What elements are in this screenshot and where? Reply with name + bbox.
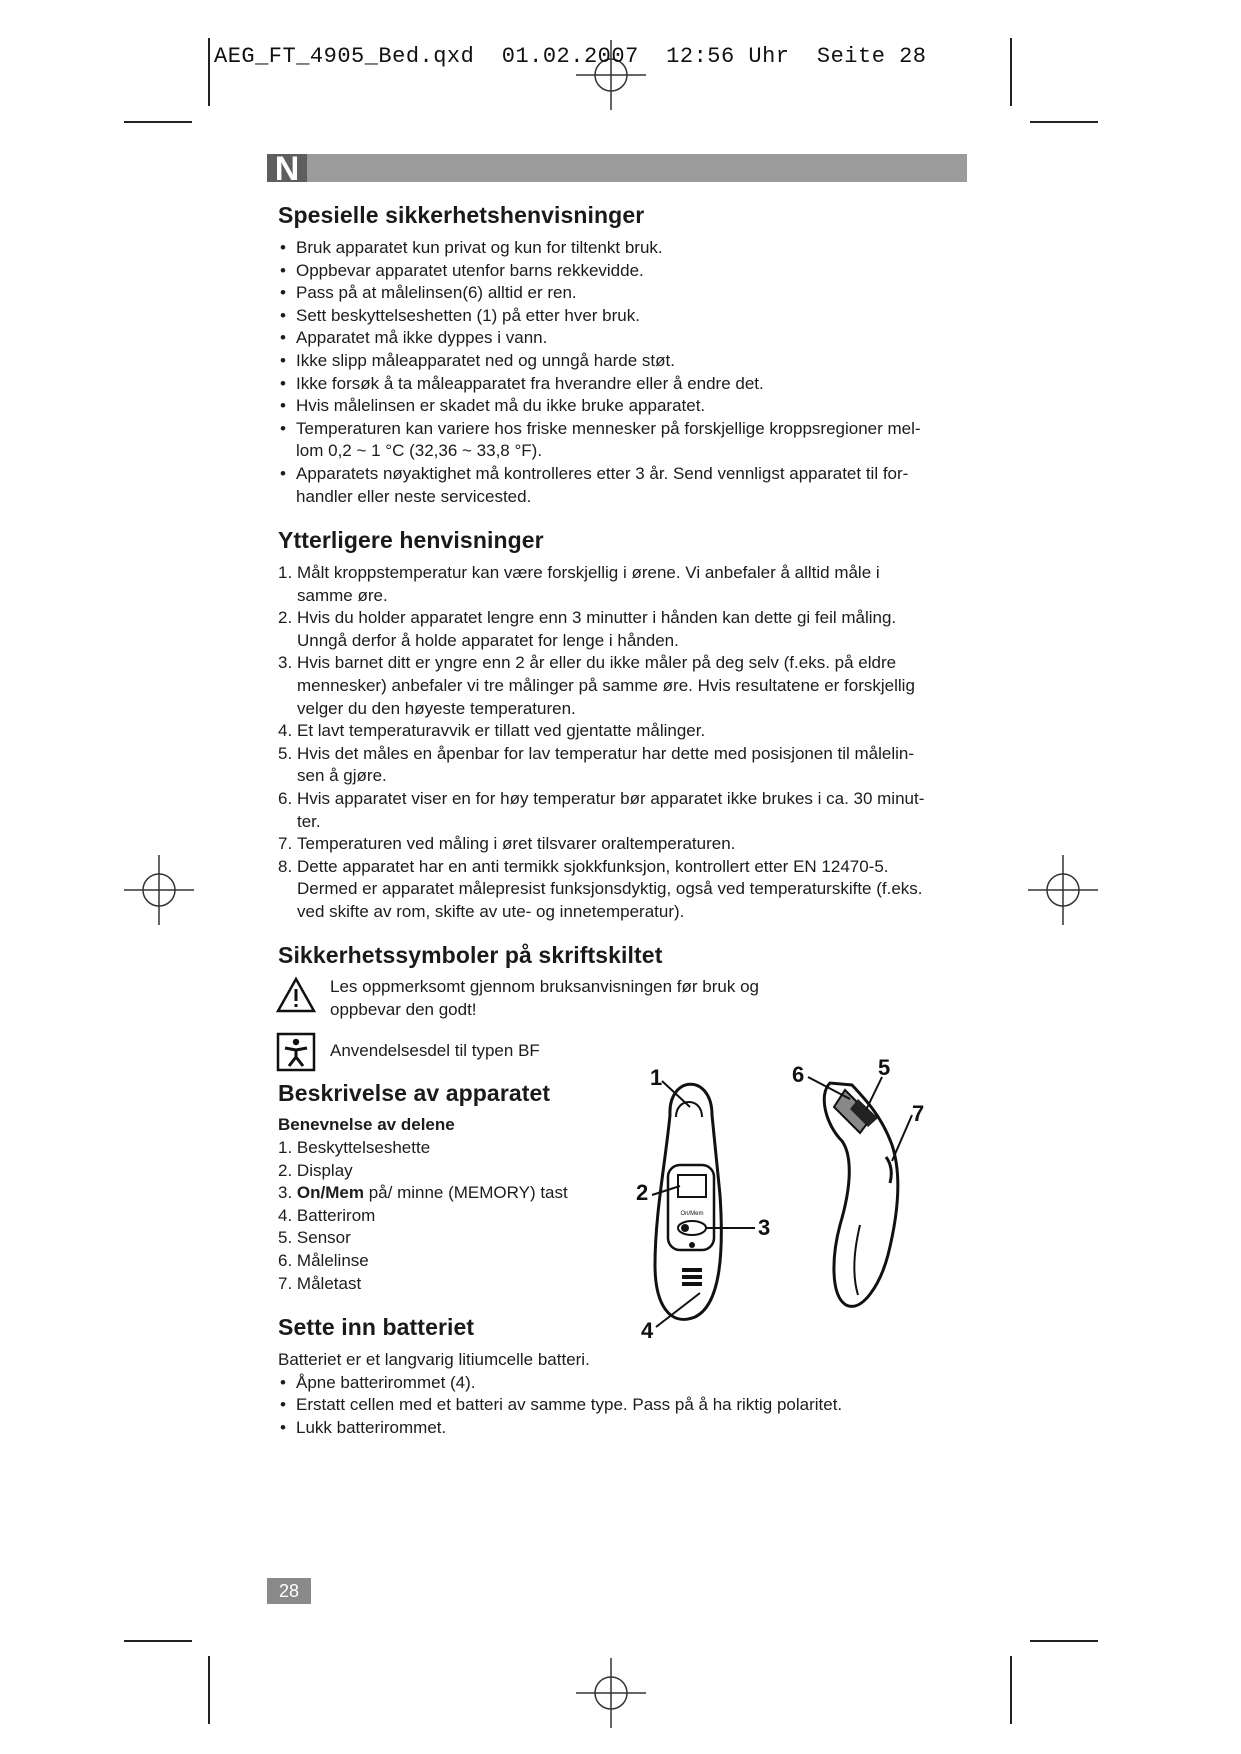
further-item xyxy=(278,788,968,833)
registration-mark-left xyxy=(124,855,194,925)
part-label: Måletast xyxy=(296,1273,362,1293)
part-number: 4. xyxy=(278,1205,293,1225)
item-text: Hvis det måles en åpenbar for lav temperatur har dette med posisjonen til målelin- sen å gjøre. xyxy=(297,743,915,786)
safety-section xyxy=(278,202,968,508)
figure-label-6: 6 xyxy=(792,1062,805,1087)
further-title: Ytterligere henvisninger xyxy=(278,527,544,553)
item-text: Målt kroppstemperatur kan være forskjellig i ørene. Vi anbefaler å alltid måle i samme øre. xyxy=(297,563,880,605)
part-number: 6. xyxy=(278,1250,293,1270)
figure-label-3: 3 xyxy=(758,1215,771,1240)
battery-title: Sette inn batteriet xyxy=(278,1314,475,1340)
battery-step: • Åpne batterirommet (4). xyxy=(278,1372,968,1395)
item-number: 3. xyxy=(278,653,293,673)
figure-label-2: 2 xyxy=(636,1180,649,1205)
crop-mark xyxy=(1030,1640,1098,1642)
part-item xyxy=(278,1250,638,1273)
language-tab: N xyxy=(267,154,307,182)
safety-item: • Bruk apparatet kun privat og kun for tiltenkt bruk. xyxy=(278,237,968,260)
further-item xyxy=(278,856,968,924)
parts-subtitle: Benevnelse av delene xyxy=(278,1115,455,1134)
part-label: Sensor xyxy=(296,1228,351,1248)
description-section xyxy=(278,1080,638,1295)
item-number: 5. xyxy=(278,743,293,763)
battery-list xyxy=(278,1372,968,1440)
item-number: 8. xyxy=(278,856,293,876)
warning-triangle-icon xyxy=(276,976,316,1019)
figure-label-7: 7 xyxy=(912,1101,925,1126)
further-item xyxy=(278,562,968,607)
item-text: Hvis apparatet viser en for høy temperatur bør apparatet ikke brukes i ca. 30 minut- ter. xyxy=(297,788,925,831)
part-number: 2. xyxy=(278,1160,293,1180)
item-number: 7. xyxy=(278,834,293,854)
crop-mark xyxy=(1030,121,1098,123)
part-label: Batterirom xyxy=(296,1205,376,1225)
item-text: Dette apparatet har en anti termikk sjokkfunksjon, kontrollert etter EN 12470-5. Dermed er apparatet målepresist funksjonsdyktig, også ved temperaturskifte (f.eks. ved skifte av rom, skifte av ute- og innetemperatur). xyxy=(297,856,923,921)
battery-intro: Batteriet er et langvarig litiumcelle batteri. xyxy=(278,1350,590,1369)
safety-item: • Hvis målelinsen er skadet må du ikke bruke apparatet. xyxy=(278,395,968,418)
further-item xyxy=(278,743,968,788)
description-title: Beskrivelse av apparatet xyxy=(278,1080,551,1106)
item-number: 2. xyxy=(278,608,293,628)
item-text: Temperaturen ved måling i øret tilsvarer oraltemperaturen. xyxy=(297,834,736,854)
part-label: Display xyxy=(296,1160,353,1180)
part-item xyxy=(278,1182,638,1205)
on-mem-button-label: On/Mem xyxy=(680,1211,704,1217)
further-item xyxy=(278,607,968,652)
figure-label-1: 1 xyxy=(650,1065,663,1090)
safety-item: • Ikke slipp måleapparatet ned og unngå harde støt. xyxy=(278,350,968,373)
part-item xyxy=(278,1205,638,1228)
part-number: 5. xyxy=(278,1228,293,1248)
page-number: 28 xyxy=(267,1578,311,1604)
safety-item: • Pass på at målelinsen(6) alltid er ren. xyxy=(278,282,968,305)
safety-item: • Apparatets nøyaktighet må kontrolleres etter 3 år. Send vennligst apparatet til for- handler eller neste servicested. xyxy=(278,463,968,508)
registration-mark-right xyxy=(1028,855,1098,925)
safety-list xyxy=(278,237,968,508)
device-illustration xyxy=(636,1055,940,1355)
figure-label-5: 5 xyxy=(878,1055,891,1080)
part-item xyxy=(278,1227,638,1250)
language-bar xyxy=(267,154,967,182)
part-item xyxy=(278,1160,638,1183)
warning-text: Les oppmerksomt gjennom bruksanvisningen før bruk og oppbevar den godt! xyxy=(330,977,759,1019)
part-number: 1. xyxy=(278,1138,293,1157)
part-number: 7. xyxy=(278,1273,293,1293)
part-number: 3. xyxy=(278,1183,293,1203)
part-label: på/ minne (MEMORY) tast xyxy=(363,1183,568,1203)
part-item xyxy=(278,1273,638,1296)
item-number: 6. xyxy=(278,788,293,808)
crop-mark xyxy=(208,1656,210,1724)
safety-item: • Apparatet må ikke dyppes i vann. xyxy=(278,327,968,350)
item-text: Hvis du holder apparatet lengre enn 3 minutter i hånden kan dette gi feil måling. Unngå derfor å holde apparatet for lenge i hånden. xyxy=(297,608,897,650)
file-slug: AEG_FT_4905_Bed.qxd 01.02.2007 12:56 Uhr Seite 28 xyxy=(214,44,927,69)
further-list xyxy=(278,562,968,924)
safety-title: Spesielle sikkerhetshenvisninger xyxy=(278,202,645,228)
part-key-label: On/Mem xyxy=(296,1183,364,1203)
symbols-title: Sikkerhetssymboler på skriftskiltet xyxy=(278,942,663,968)
further-item xyxy=(278,720,968,743)
warning-symbol-row xyxy=(276,976,800,1021)
crop-mark xyxy=(1010,38,1012,106)
registration-mark-bottom xyxy=(576,1658,646,1728)
part-label: Beskyttelseshette xyxy=(296,1138,431,1157)
bf-body-icon xyxy=(276,1032,316,1077)
crop-mark xyxy=(208,38,210,106)
part-label: Målelinse xyxy=(296,1250,369,1270)
parts-list xyxy=(278,1137,638,1295)
battery-step: • Erstatt cellen med et batteri av samme type. Pass på å ha riktig polaritet. xyxy=(278,1394,968,1417)
further-item xyxy=(278,833,968,856)
part-item xyxy=(278,1137,638,1160)
further-item xyxy=(278,652,968,720)
crop-mark xyxy=(1010,1656,1012,1724)
item-number: 1. xyxy=(278,563,293,582)
crop-mark xyxy=(124,121,192,123)
figure-label-4: 4 xyxy=(641,1318,654,1343)
item-text: Et lavt temperaturavvik er tillatt ved gjentatte målinger. xyxy=(297,721,706,741)
item-text: Hvis barnet ditt er yngre enn 2 år eller du ikke måler på deg selv (f.eks. på eldre mennesker) anbefaler vi tre målinger på samme øre. Hvis resultatene er forskjellig velger du den høyeste temperaturen. xyxy=(297,653,915,718)
safety-item: • Ikke forsøk å ta måleapparatet fra hverandre eller å endre det. xyxy=(278,373,968,396)
safety-item: • Oppbevar apparatet utenfor barns rekkevidde. xyxy=(278,260,968,283)
item-number: 4. xyxy=(278,721,293,741)
crop-mark xyxy=(124,1640,192,1642)
safety-item: • Temperaturen kan variere hos friske mennesker på forskjellige kroppsregioner mel- lom 0,2 ~ 1 °C (32,36 ~ 33,8 °F). xyxy=(278,418,968,463)
symbols-section xyxy=(278,942,968,977)
bf-text: Anvendelsesdel til typen BF xyxy=(330,1041,540,1060)
battery-section xyxy=(278,1314,968,1439)
battery-step: • Lukk batterirommet. xyxy=(278,1417,968,1440)
further-section xyxy=(278,527,968,924)
safety-item: • Sett beskyttelseshetten (1) på etter hver bruk. xyxy=(278,305,968,328)
